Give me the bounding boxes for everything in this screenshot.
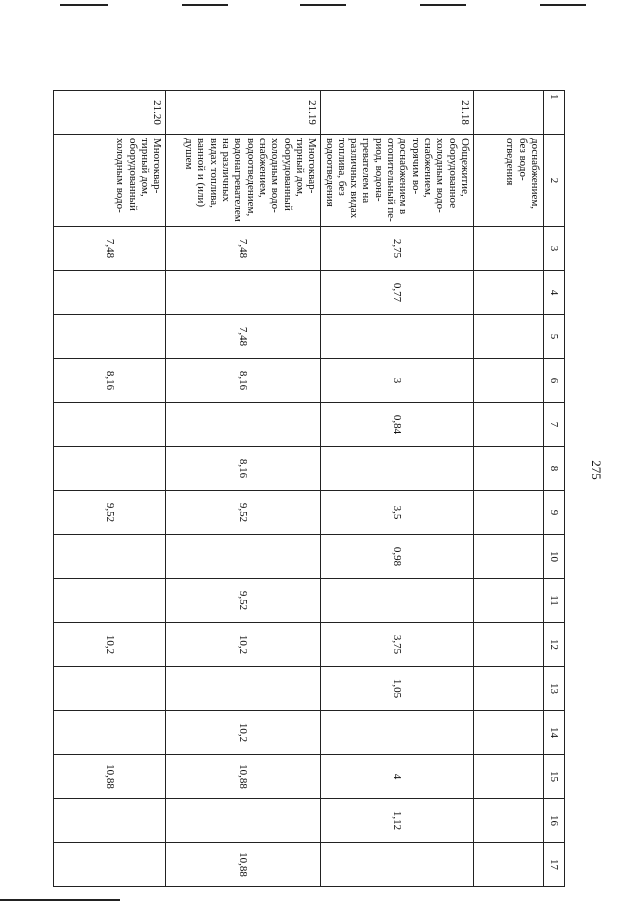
value-cell [474,843,544,887]
value-cell: 9,52 [166,579,321,623]
value-cell [54,799,166,843]
column-number: 9 [544,491,565,535]
column-number: 15 [544,755,565,799]
row-description: Многоквартирный дом, оборудованный холодным водо- [54,135,166,227]
table-row [474,91,544,887]
value-cell [166,271,321,315]
value-cell [474,359,544,403]
value-cell: 10,88 [166,755,321,799]
column-number: 7 [544,403,565,447]
value-cell [321,315,474,359]
value-cell [54,315,166,359]
value-cell: 2,75 [321,227,474,271]
value-cell: 10,2 [166,711,321,755]
row-id: 21.19 [166,91,321,135]
page-number: 275 [588,460,604,480]
value-cell: 10,88 [54,755,166,799]
value-cell: 9,52 [54,491,166,535]
value-cell [321,843,474,887]
column-number: 5 [544,315,565,359]
top-rule-3 [300,4,346,6]
value-cell [474,535,544,579]
column-number: 12 [544,623,565,667]
value-cell [54,535,166,579]
value-cell [166,403,321,447]
column-number: 1 [544,91,565,135]
value-cell: 8,16 [54,359,166,403]
value-cell [474,447,544,491]
table-row [166,91,321,887]
value-cell [474,667,544,711]
top-rule-5 [540,4,586,6]
value-cell [54,447,166,491]
column-number: 16 [544,799,565,843]
value-cell: 7,48 [166,315,321,359]
value-cell [166,535,321,579]
row-id: 21.18 [321,91,474,135]
row-description: Общежитие, оборудованное холодным водоснабжением, торячим водоснабжением в отопительный период, водонагревателем на различных видах топлива, без водоотведения [321,135,474,227]
column-number: 11 [544,579,565,623]
value-cell: 0,84 [321,403,474,447]
value-cell: 10,2 [54,623,166,667]
value-cell [54,579,166,623]
value-cell [321,579,474,623]
value-cell: 8,16 [166,447,321,491]
value-cell [166,799,321,843]
value-cell [474,799,544,843]
value-cell [474,227,544,271]
value-cell [474,403,544,447]
value-cell: 9,52 [166,491,321,535]
column-number: 14 [544,711,565,755]
value-cell [474,271,544,315]
value-cell [54,667,166,711]
value-cell [474,491,544,535]
value-cell: 10,2 [166,623,321,667]
value-cell: 10,88 [166,843,321,887]
value-cell [54,403,166,447]
column-number: 4 [544,271,565,315]
value-cell [474,711,544,755]
value-cell [321,447,474,491]
table-row [54,91,166,887]
value-cell: 1,12 [321,799,474,843]
value-cell: 1,05 [321,667,474,711]
header-row [544,91,565,887]
bottom-rule [0,899,120,901]
value-cell: 4 [321,755,474,799]
row-id: 21.20 [54,91,166,135]
top-rule-4 [420,4,466,6]
value-cell: 7,48 [54,227,166,271]
column-number: 13 [544,667,565,711]
value-cell: 3,5 [321,491,474,535]
top-rule-1 [60,4,108,6]
column-number: 8 [544,447,565,491]
value-cell [166,667,321,711]
value-cell: 7,48 [166,227,321,271]
top-rule-2 [182,4,228,6]
value-cell [54,271,166,315]
table-row [321,91,474,887]
value-cell: 3,75 [321,623,474,667]
row-id [474,91,544,135]
column-number: 6 [544,359,565,403]
column-number: 10 [544,535,565,579]
value-cell [54,711,166,755]
row-description: Многоквартирный дом, оборудованный холодным водоснабжением, водоотведением, водонагревателем на различных видах топлива, ванной и (или) душем [166,135,321,227]
value-cell [474,623,544,667]
column-number: 2 [544,135,565,227]
norms-table [62,90,565,877]
value-cell: 3 [321,359,474,403]
row-description: доснабжением, без водоотведения [474,135,544,227]
value-cell [474,579,544,623]
value-cell [54,843,166,887]
column-number: 3 [544,227,565,271]
column-number: 17 [544,843,565,887]
value-cell [474,755,544,799]
value-cell [474,315,544,359]
value-cell: 8,16 [166,359,321,403]
value-cell: 0,77 [321,271,474,315]
value-cell: 0,98 [321,535,474,579]
value-cell [321,711,474,755]
